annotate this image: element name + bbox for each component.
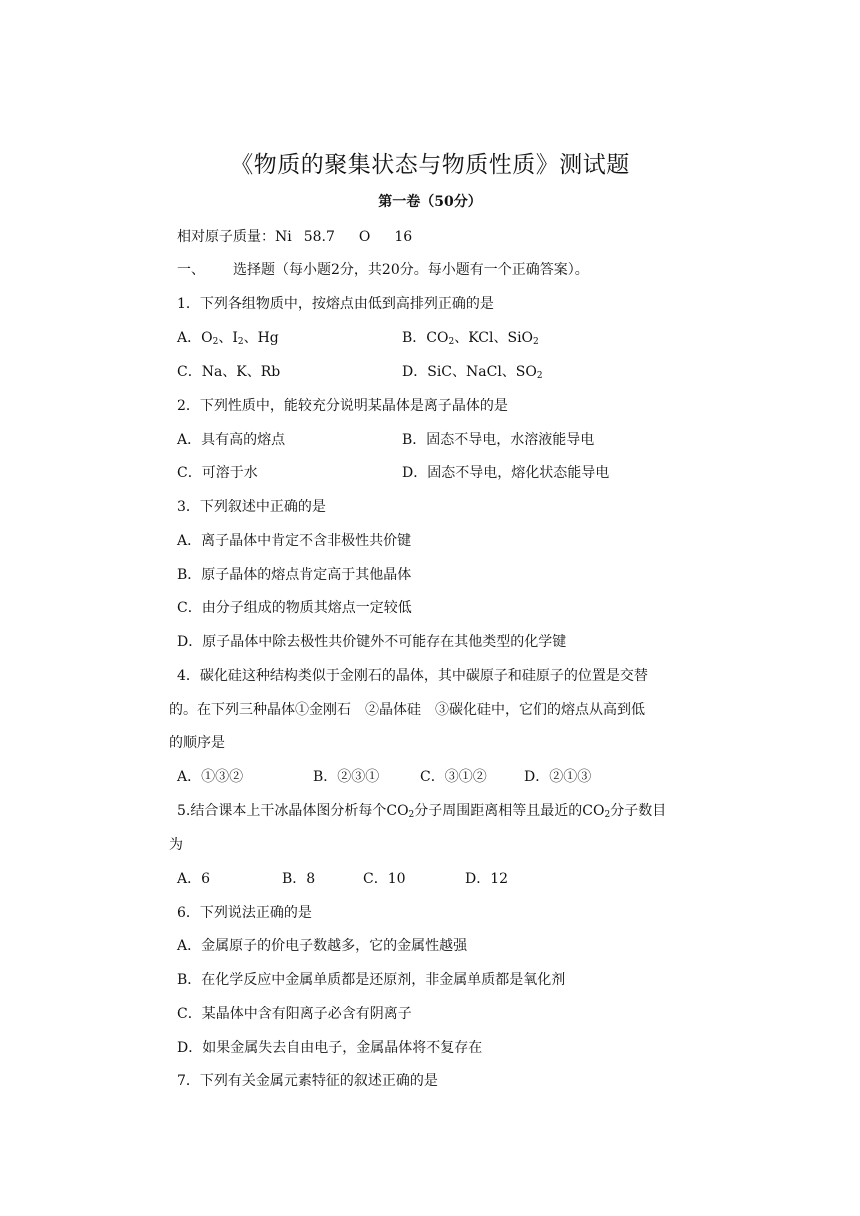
question-4-stem-line-3: 的顺序是 bbox=[169, 735, 225, 751]
question-4-option-b: B．②③① bbox=[313, 769, 380, 785]
section-heading bbox=[177, 259, 589, 279]
page-title: 《物质的聚集状态与物质性质》测试题 bbox=[230, 152, 630, 178]
question-3-option-d: D．原子晶体中除去极性共价键外不可能存在其他类型的化学键 bbox=[177, 634, 567, 650]
question-3-option-c: C．由分子组成的物质其熔点一定较低 bbox=[177, 600, 412, 616]
question-3-stem: 3．下列叙述中正确的是 bbox=[177, 499, 326, 515]
part-heading: 第一卷（50分） bbox=[378, 194, 482, 210]
question-2-stem: 2．下列性质中，能较充分说明某晶体是离子晶体的是 bbox=[177, 398, 508, 414]
question-2-option-b: B．固态不导电，水溶液能导电 bbox=[402, 432, 595, 448]
atomic-mass-label: 相对原子质量： bbox=[177, 229, 275, 245]
question-5-option-b: B．8 bbox=[282, 871, 316, 887]
question-1-option-d: D．SiC、NaCl、$SO_2$ bbox=[402, 364, 543, 381]
question-4-option-d: D．②①③ bbox=[524, 769, 592, 785]
question-6-option-b: B．在化学反应中金属单质都是还原剂，非金属单质都是氧化剂 bbox=[177, 972, 566, 988]
question-5-stem-line-1: 5.结合课本上干冰晶体图分析每个$CO_2$分子周围距离相等且最近的$CO_2$分子数目 bbox=[177, 803, 667, 820]
question-4-stem-line-1: 4．碳化硅这种结构类似于金刚石的晶体，其中碳原子和硅原子的位置是交替 bbox=[177, 668, 648, 684]
question-2-option-a: A．具有高的熔点 bbox=[177, 432, 286, 448]
section-number: 一、 bbox=[177, 262, 205, 278]
question-2-option-c: C．可溶于水 bbox=[177, 465, 258, 481]
question-5-option-a: A．6 bbox=[177, 871, 211, 887]
question-2-option-d: D．固态不导电，熔化状态能导电 bbox=[402, 465, 610, 481]
o-value: 16 bbox=[394, 229, 413, 245]
question-3-option-a: A．离子晶体中肯定不含非极性共价键 bbox=[177, 533, 412, 549]
question-3-option-b: B．原子晶体的熔点肯定高于其他晶体 bbox=[177, 567, 412, 583]
question-5-option-c: C．10 bbox=[363, 871, 406, 887]
question-4-option-c: C．③①② bbox=[420, 769, 487, 785]
question-7-stem: 7．下列有关金属元素特征的叙述正确的是 bbox=[177, 1073, 438, 1089]
question-1-option-b: B．$CO_2$、KCl、SiO$_2$ bbox=[402, 330, 539, 347]
question-6-option-a: A．金属原子的价电子数越多，它的金属性越强 bbox=[177, 938, 468, 954]
atomic-mass-line bbox=[177, 226, 412, 246]
question-6-option-c: C．某晶体中含有阳离子必含有阴离子 bbox=[177, 1006, 412, 1022]
question-4-option-a: A．①③② bbox=[177, 769, 244, 785]
question-1-stem: 1．下列各组物质中，按熔点由低到高排列正确的是 bbox=[177, 296, 494, 312]
ni-symbol: Ni bbox=[275, 229, 292, 245]
question-5-option-d: D．12 bbox=[465, 871, 509, 887]
question-6-stem: 6．下列说法正确的是 bbox=[177, 905, 312, 921]
question-6-option-d: D．如果金属失去自由电子，金属晶体将不复存在 bbox=[177, 1040, 483, 1056]
ni-value: 58.7 bbox=[303, 229, 335, 245]
question-5-stem-line-2: 为 bbox=[169, 837, 183, 853]
o-symbol: O bbox=[358, 229, 371, 245]
section-text: 选择题（每小题2分，共20分。每小题有一个正确答案）。 bbox=[233, 262, 589, 278]
question-1-option-a: A．$O_2$、$I_2$、Hg bbox=[177, 330, 279, 347]
question-1-option-c: C．Na、K、Rb bbox=[177, 364, 281, 380]
question-4-stem-line-2: 的。在下列三种晶体①金刚石 ②晶体硅 ③碳化硅中，它们的熔点从高到低 bbox=[169, 702, 645, 718]
